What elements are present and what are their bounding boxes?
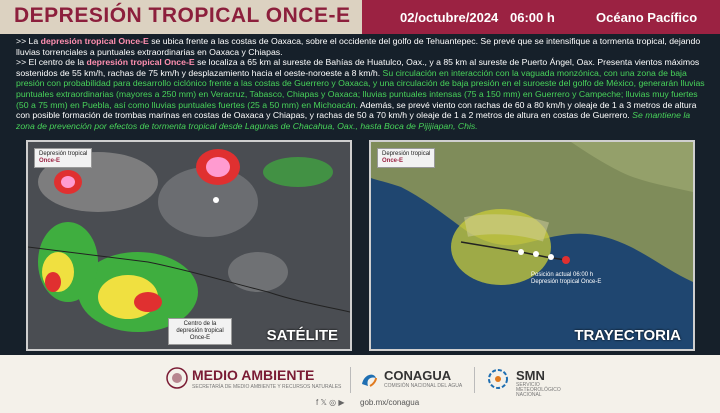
time-label: 06:00 h [510,10,555,25]
title-bar [0,0,362,34]
tag-title: Depresión tropical [382,151,431,157]
trajectory-map [371,142,693,349]
website-link[interactable]: gob.mx/conagua [360,398,420,407]
wind-forecast: Además, se prevé viento con rachas de 60 a 80 km/h y oleaje de 1 a 3 metros de altura con posible formación de trombas marinas en costas de Oaxaca y Chiapas, y rachas de 50 a 70 km/h y oleaje de 1 a 2 metros de altura en costas de Guerrero. [16,99,697,121]
mexico-seal-icon [166,367,188,389]
bulletin-body: se ubica frente a las costas de Oaxaca, sobre el occidente del golfo de Tehuantepec. Se prevé que se intensifique a tormenta tropical, dejando lluvias torrenciales a puntuales extraordinarias en Oaxaca y Chiapas. [16,36,701,57]
prevention-zone: Se mantiene la zona de prevención por efectos de tormenta tropical desde Lagunas de Chacahua, Oax., hasta Boca de Pijijiapan, Chis. [16,110,691,131]
youtube-icon[interactable]: ▶ [338,398,345,407]
x-icon[interactable]: 𝕏 [320,398,327,407]
conagua-logo: CONAGUA [384,368,452,383]
conagua-logo-icon [358,368,380,390]
divider [350,367,351,393]
storm-name-highlight: depresión tropical Once-E [86,57,195,68]
smn-sub: SERVICIO METEOROLÓGICO NACIONAL [516,382,561,398]
tag-title: Depresión tropical [39,151,88,157]
bulletin-prefix: >> El centro de la [16,57,87,68]
rain-forecast: Su circulación en interacción con la vaguada monzónica, con una zona de baja presión con probabilidad para desarrollo ciclónico frente a las costas de Guerrero y Oaxaca, y una circulación de baja presión en el suroeste del golfo de México, generarán lluvias puntuales extraordinarias (mayores a 250 mm) en Veracruz, Tabasco, Chiapas y Oaxaca; lluvias puntuales intensas (75 a 150 mm) en Guerrero y Campeche; lluvias muy fuertes (50 a 75 mm) en Puebla, así como lluvias puntuales fuertes (25 a 50 mm) en Michoacán. [16,67,705,110]
smn-logo-icon [486,367,510,391]
trajectory-tag [377,148,435,168]
bulletin-prefix: >> La [16,36,41,46]
tag-name: Once-E [382,158,404,164]
bulletin-text [0,34,720,132]
bulletin-paragraph-2 [16,57,710,131]
trajectory-label: TRAYECTORIA [574,327,681,344]
satellite-label: SATÉLITE [266,327,338,344]
ocean-label: Océano Pacífico [596,10,698,25]
medio-ambiente-logo: MEDIO AMBIENTE [192,367,315,383]
facebook-icon[interactable]: f [316,398,319,407]
image-panels [0,132,720,355]
header [0,0,720,34]
date-label: 02/octubre/2024 [400,10,499,25]
conagua-sub: COMISIÓN NACIONAL DEL AGUA [384,383,463,389]
divider [474,367,475,393]
center-label [168,318,232,345]
bulletin-paragraph-1 [16,36,710,57]
page-title: DEPRESIÓN TROPICAL ONCE-E [14,4,351,27]
satellite-panel [26,140,352,351]
meta-bar [362,0,720,34]
tag-name: Once-E [39,158,61,164]
instagram-icon[interactable]: ◎ [329,398,337,407]
storm-name-highlight: depresión tropical Once-E [40,36,149,46]
position-sub: Depresión tropical Once-E [531,279,602,285]
bulletin-body: se localiza a 65 km al sureste de Bahías de Huatulco, Oax., y a 85 km al sureste de Puerto Ángel, Oax. Presenta vientos máximos sostenidos de 55 km/h, rachas de 75 km/h y desplazamiento hacia el oeste-noroeste a 8 km/h. [16,57,700,78]
satellite-tag [34,148,92,168]
position-time: Posición actual 06:00 h [531,272,594,278]
medio-ambiente-sub: SECRETARÍA DE MEDIO AMBIENTE Y RECURSOS NATURALES [192,384,342,390]
smn-logo: SMN [516,368,545,383]
social-icons[interactable] [316,398,345,407]
current-position-label [531,272,601,286]
center-label-text: Centro de la depresión tropical Once-E [176,321,224,341]
trajectory-panel [369,140,695,351]
